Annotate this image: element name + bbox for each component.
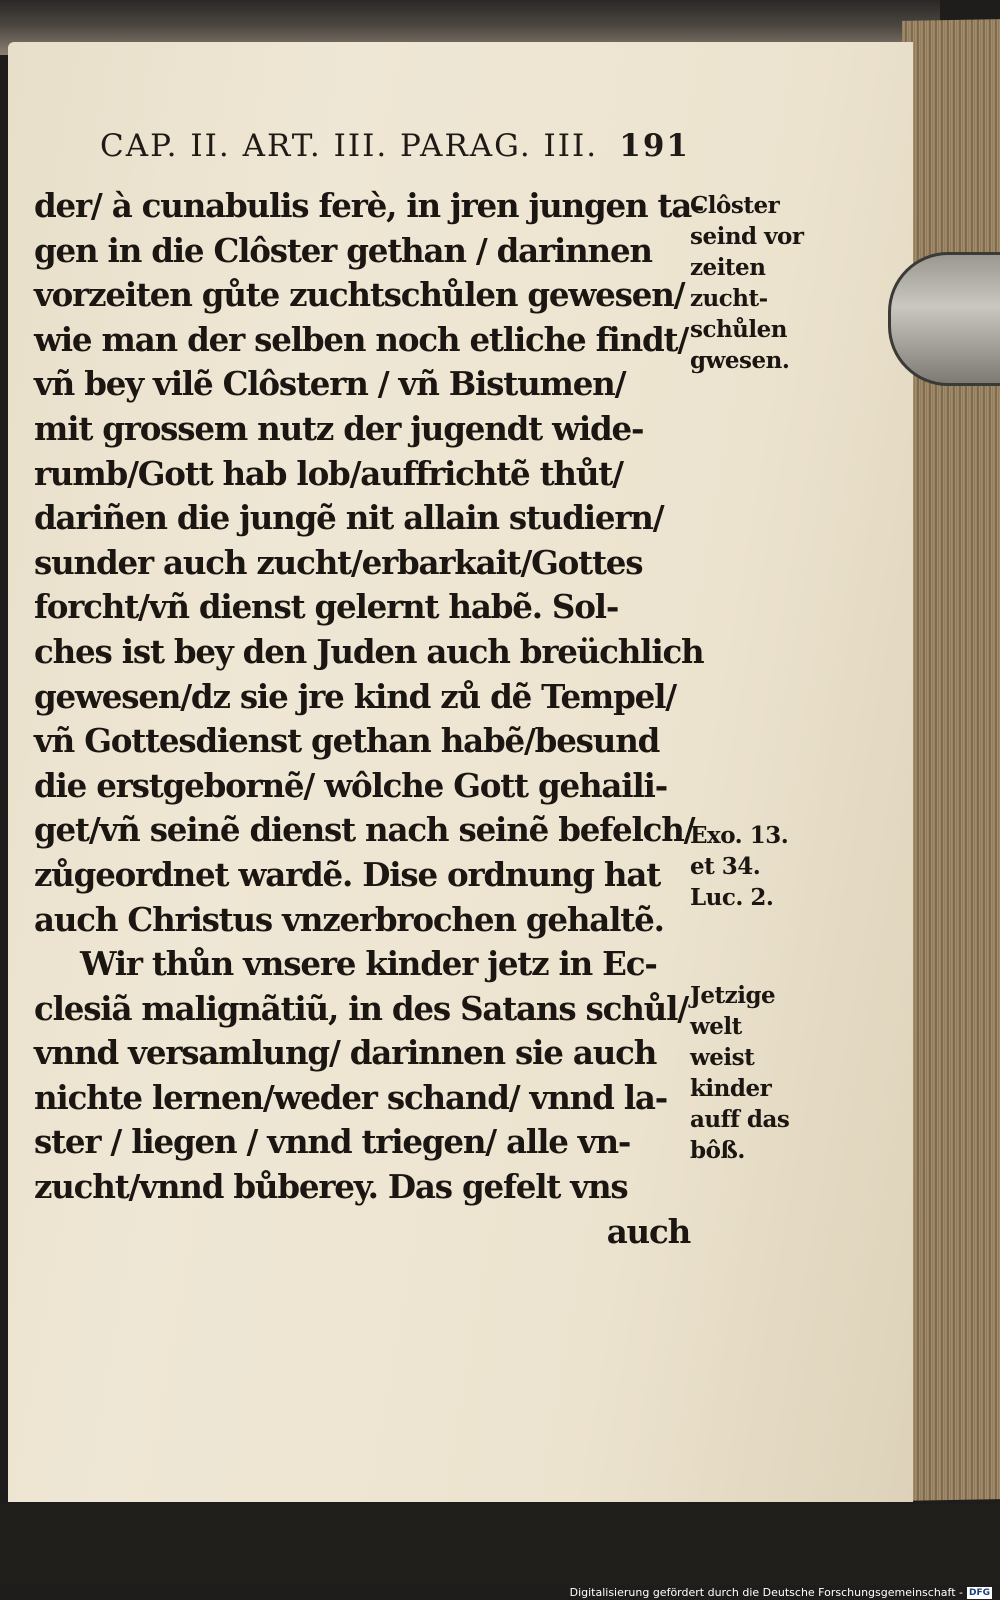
margin-note-line: schůlen xyxy=(690,316,787,343)
text-line: auch xyxy=(606,1211,690,1251)
running-head-title: CAP. II. ART. III. PARAG. III. xyxy=(100,128,599,164)
text-line: Wir thůn vnsere kinder jetz in Ec- xyxy=(80,944,657,984)
margin-note-line: seind vor xyxy=(690,223,804,250)
text-line: die erstgebornẽ/ wôlche Gott gehaili- xyxy=(34,765,667,805)
margin-note-line: Exo. 13. xyxy=(690,822,789,849)
running-head xyxy=(100,128,690,174)
scanner-background xyxy=(0,1505,1000,1585)
text-line: vñ bey vilẽ Clôstern / vñ Bistumen/ xyxy=(34,364,626,404)
folio-number: 191 xyxy=(619,128,690,164)
margin-note-line: bôß. xyxy=(690,1137,745,1164)
text-line: vorzeiten gůte zuchtschůlen gewesen/ xyxy=(34,275,685,315)
text-line: gewesen/dz sie jre kind zů dẽ Tempel/ xyxy=(34,676,676,716)
text-line: rumb/Gott hab lob/auffrichtẽ thůt/ xyxy=(34,453,623,493)
margin-note-2 xyxy=(690,820,810,913)
text-line: forcht/vñ dienst gelernt habẽ. Sol- xyxy=(34,587,619,627)
text-line: dariñen die jungẽ nit allain studiern/ xyxy=(34,498,664,538)
body-text xyxy=(34,184,704,1254)
dfg-logo: DFG xyxy=(968,1587,990,1598)
text-line: gen in die Clôster gethan / darinnen xyxy=(34,230,652,270)
text-line: nichte lernen/weder schand/ vnnd la- xyxy=(34,1077,668,1117)
margin-note-line: welt xyxy=(690,1013,742,1040)
margin-note-3 xyxy=(690,980,810,1166)
margin-note-1 xyxy=(690,190,810,376)
text-line: get/vñ seinẽ dienst nach seinẽ befelch/ xyxy=(34,810,695,850)
margin-note-line: Clôster xyxy=(690,192,780,219)
margin-note-line: zucht- xyxy=(690,285,768,312)
text-line: zucht/vnnd bůberey. Das gefelt vns xyxy=(34,1167,628,1207)
digitization-credit xyxy=(570,1585,992,1600)
text-line: wie man der selben noch etliche findt/ xyxy=(34,319,689,359)
text-line: ster / liegen / vnnd triegen/ alle vn- xyxy=(34,1122,631,1162)
text-line: auch Christus vnzerbrochen gehaltẽ. xyxy=(34,899,664,939)
text-line: mit grossem nutz der jugendt wide- xyxy=(34,408,644,448)
margin-note-line: gwesen. xyxy=(690,347,790,374)
margin-note-line: zeiten xyxy=(690,254,766,281)
margin-note-line: weist xyxy=(690,1044,755,1071)
margin-note-line: kinder xyxy=(690,1075,772,1102)
text-line: der/ à cunabulis ferè, in jren jungen ta- xyxy=(34,186,704,225)
text-line: vñ Gottesdienst gethan habẽ/besund xyxy=(34,721,660,761)
margin-note-line: auff das xyxy=(690,1106,790,1133)
credit-text: Digitalisierung gefördert durch die Deutsche Forschungsgemeinschaft - xyxy=(569,1586,963,1599)
margin-note-line: et 34. xyxy=(690,853,761,880)
margin-note-line: Luc. 2. xyxy=(690,884,774,911)
page-block-edge xyxy=(902,19,1000,1501)
text-line: sunder auch zucht/erbarkait/Gottes xyxy=(34,542,643,582)
text-line: vnnd versamlung/ darinnen sie auch xyxy=(34,1033,657,1073)
text-line: clesiã malignãtiũ, in des Satans schůl/ xyxy=(34,988,688,1028)
margin-note-line: Jetzige xyxy=(690,982,776,1009)
text-line: zůgeordnet wardẽ. Dise ordnung hat xyxy=(34,854,661,894)
text-line: ches ist bey den Juden auch breüchlich xyxy=(34,631,704,671)
page-clamp xyxy=(888,252,1000,386)
